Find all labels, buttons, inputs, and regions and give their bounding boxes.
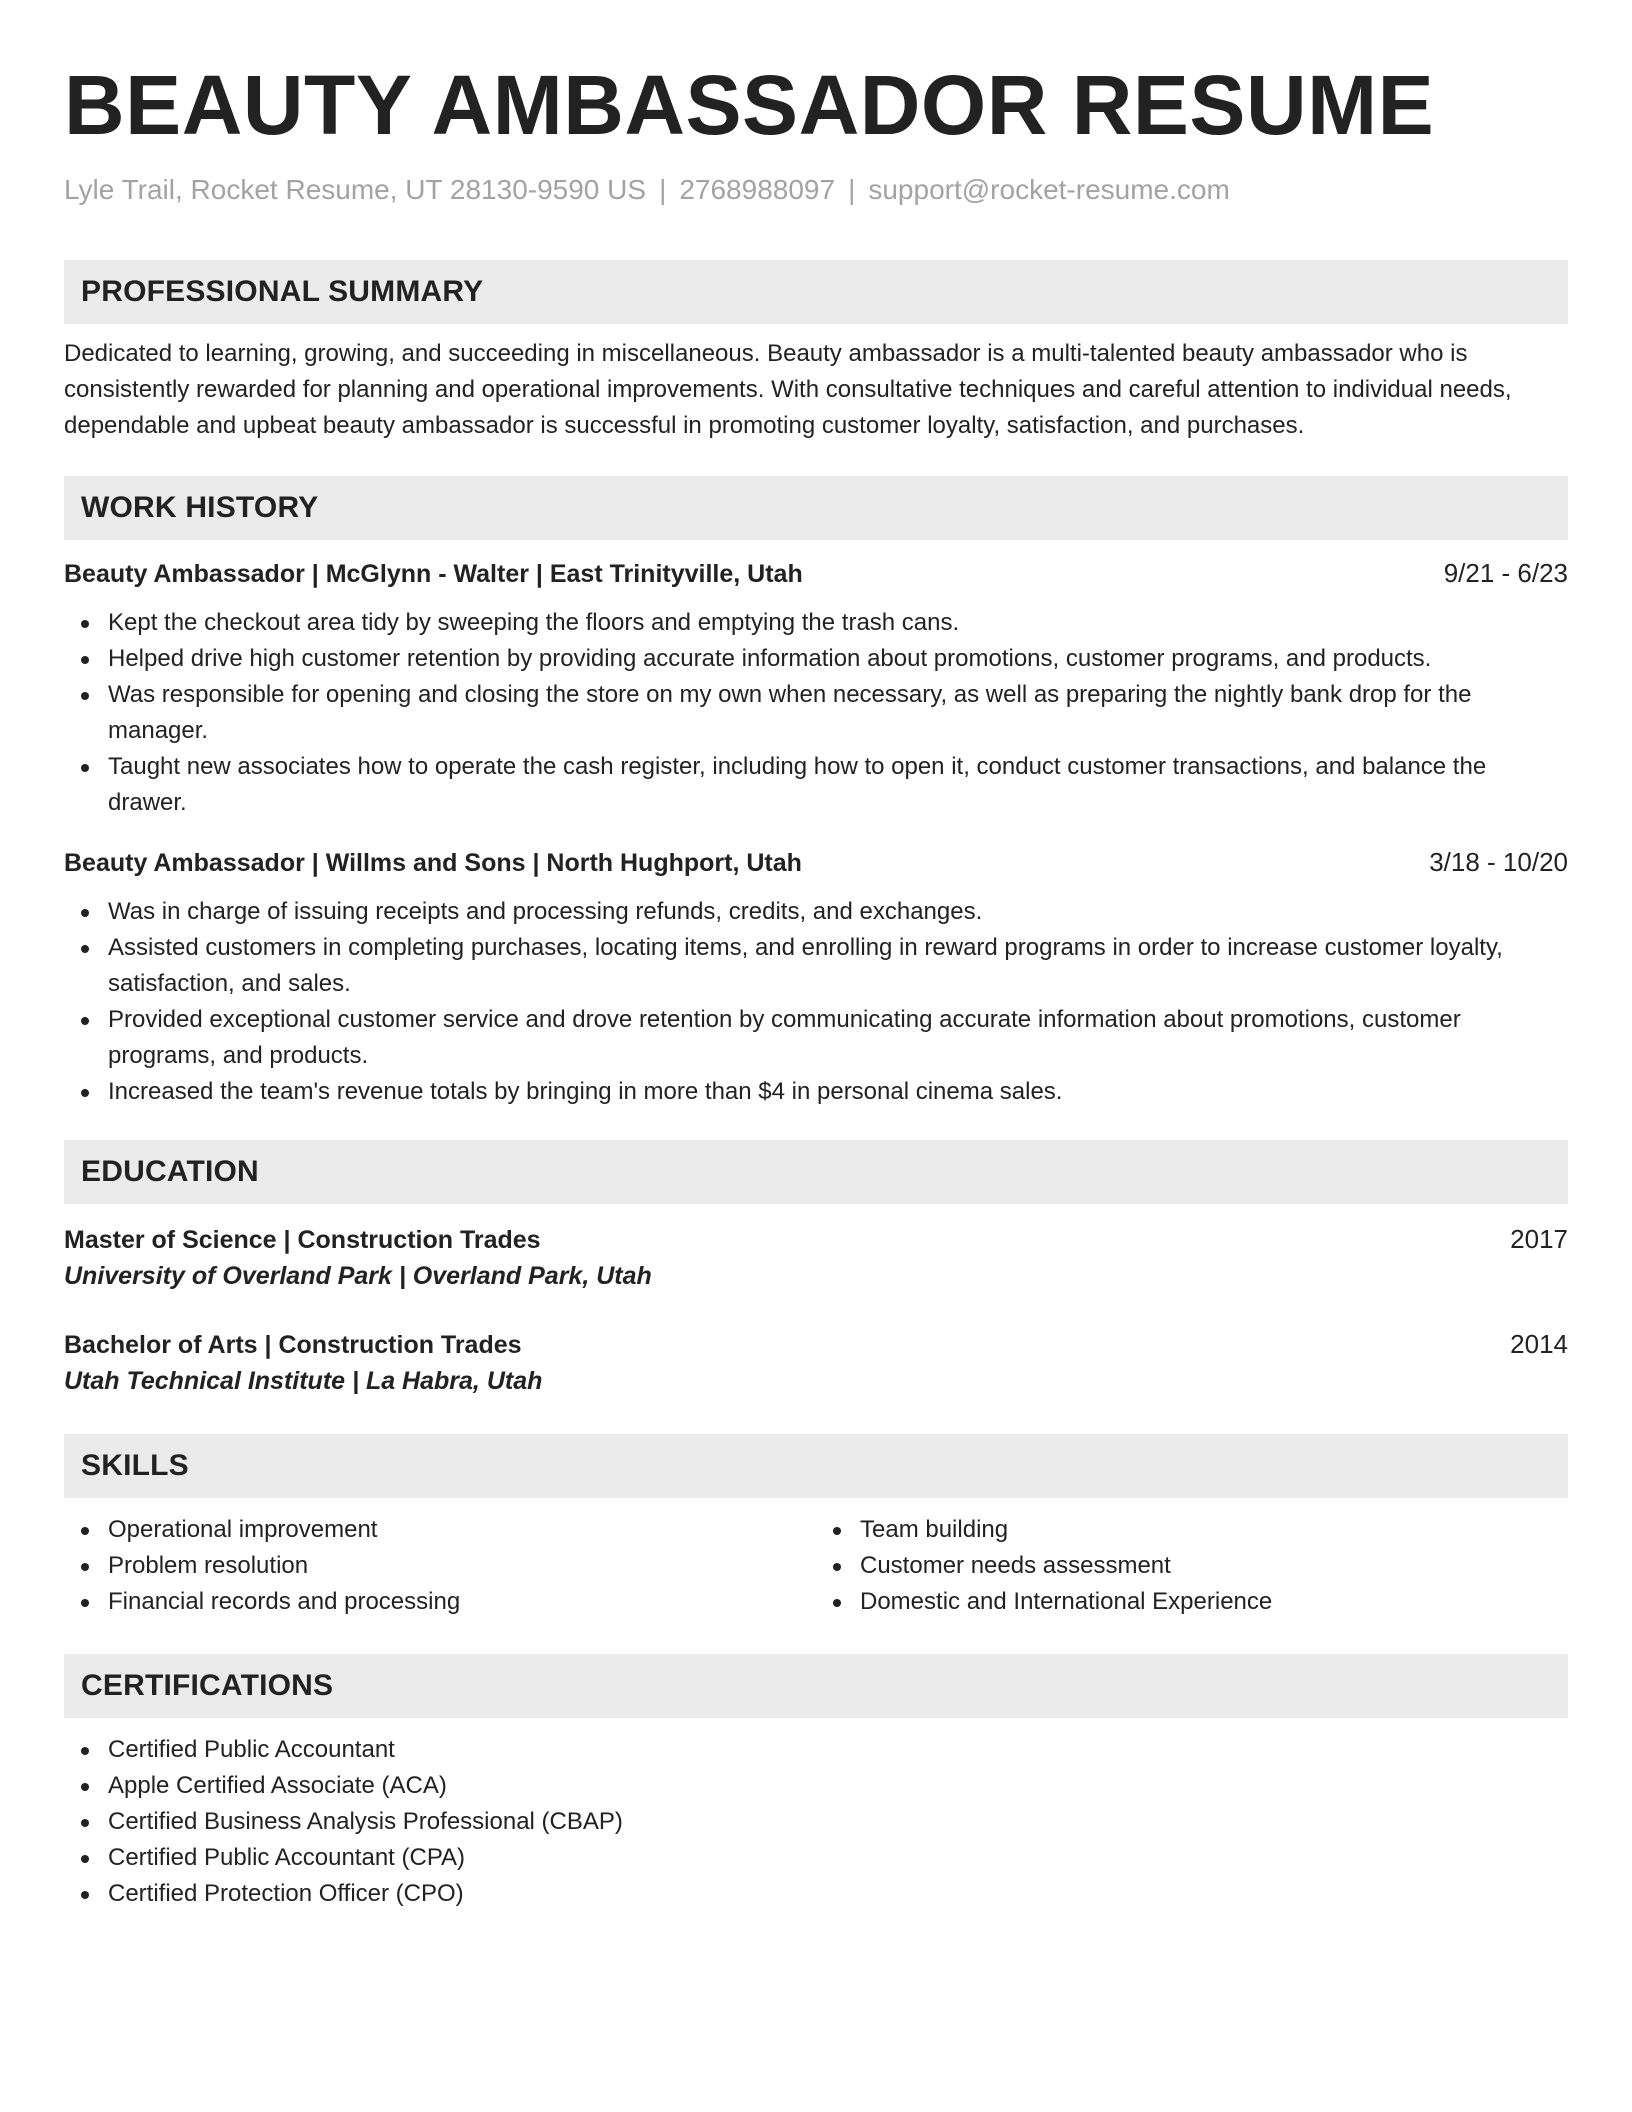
certification-item: Certified Protection Officer (CPO) bbox=[64, 1876, 1568, 1912]
job-bullet: Was in charge of issuing receipts and processing refunds, credits, and exchanges. bbox=[64, 894, 1568, 930]
skill-item: Team building bbox=[816, 1512, 1568, 1548]
graduation-year: 2017 bbox=[1510, 1224, 1568, 1254]
graduation-year: 2014 bbox=[1510, 1329, 1568, 1359]
skill-item: Domestic and International Experience bbox=[816, 1584, 1568, 1620]
job-bullet: Provided exceptional customer service and drove retention by communicating accurate information about promotions, customer programs, and products. bbox=[64, 1002, 1568, 1074]
school-name: University of Overland Park | Overland Park, Utah bbox=[64, 1262, 652, 1290]
job-bullet: Taught new associates how to operate the cash register, including how to open it, conduct customer transactions, and balance the drawer. bbox=[64, 749, 1568, 821]
section-heading-education: EDUCATION bbox=[64, 1140, 1568, 1204]
contact-address: Lyle Trail, Rocket Resume, UT 28130-9590 US bbox=[64, 174, 647, 205]
skill-item: Financial records and processing bbox=[64, 1584, 816, 1620]
contact-phone: 2768988097 bbox=[679, 174, 836, 205]
certification-item: Certified Public Accountant (CPA) bbox=[64, 1840, 1568, 1876]
section-heading-summary: PROFESSIONAL SUMMARY bbox=[64, 260, 1568, 324]
summary-text: Dedicated to learning, growing, and succeeding in miscellaneous. Beauty ambassador is a multi-talented beauty ambassador who is consistently rewarded for planning and operational improvements. With consultative techniques and careful attention to individual needs, dependable and upbeat beauty ambassador is successful in promoting customer loyalty, satisfaction, and purchases. bbox=[64, 340, 1512, 439]
job-bullet-list bbox=[64, 894, 1568, 1110]
certification-list bbox=[64, 1732, 1568, 1912]
skill-item: Customer needs assessment bbox=[816, 1548, 1568, 1584]
degree-title: Bachelor of Arts | Construction Trades bbox=[64, 1331, 522, 1359]
certification-item: Certified Business Analysis Professional (CBAP) bbox=[64, 1804, 1568, 1840]
job-bullet: Was responsible for opening and closing the store on my own when necessary, as well as preparing the nightly bank drop for the manager. bbox=[64, 677, 1568, 749]
job-bullet: Assisted customers in completing purchases, locating items, and enrolling in reward programs in order to increase customer loyalty, satisfaction, and sales. bbox=[64, 930, 1568, 1002]
skills-column-left bbox=[64, 1512, 816, 1620]
contact-email: support@rocket-resume.com bbox=[868, 174, 1230, 205]
job-dates: 3/18 - 10/20 bbox=[1429, 847, 1568, 877]
job-header bbox=[64, 556, 1568, 591]
school-name: Utah Technical Institute | La Habra, Utah bbox=[64, 1367, 543, 1395]
section-heading-certifications: CERTIFICATIONS bbox=[64, 1654, 1568, 1718]
contact-separator: | bbox=[659, 174, 667, 205]
education-entry bbox=[64, 1222, 1568, 1257]
skills-grid bbox=[64, 1512, 1568, 1620]
job-header bbox=[64, 845, 1568, 880]
skill-item: Operational improvement bbox=[64, 1512, 816, 1548]
contact-separator: | bbox=[848, 174, 856, 205]
job-title: Beauty Ambassador | Willms and Sons | North Hughport, Utah bbox=[64, 849, 802, 877]
section-heading-work-history: WORK HISTORY bbox=[64, 476, 1568, 540]
section-heading-skills: SKILLS bbox=[64, 1434, 1568, 1498]
certification-item: Apple Certified Associate (ACA) bbox=[64, 1768, 1568, 1804]
job-dates: 9/21 - 6/23 bbox=[1443, 558, 1568, 588]
job-bullet-list bbox=[64, 605, 1568, 821]
skill-item: Problem resolution bbox=[64, 1548, 816, 1584]
degree-title: Master of Science | Construction Trades bbox=[64, 1226, 541, 1254]
resume-title: BEAUTY AMBASSADOR RESUME bbox=[64, 58, 1435, 152]
job-bullet: Helped drive high customer retention by providing accurate information about promotions, customer programs, and products. bbox=[64, 641, 1568, 677]
skills-column-right bbox=[816, 1512, 1568, 1620]
certification-item: Certified Public Accountant bbox=[64, 1732, 1568, 1768]
education-entry bbox=[64, 1327, 1568, 1362]
contact-line bbox=[64, 172, 1568, 208]
job-title: Beauty Ambassador | McGlynn - Walter | East Trinityville, Utah bbox=[64, 560, 803, 588]
job-bullet: Kept the checkout area tidy by sweeping the floors and emptying the trash cans. bbox=[64, 605, 1568, 641]
job-bullet: Increased the team's revenue totals by bringing in more than $4 in personal cinema sales. bbox=[64, 1074, 1568, 1110]
